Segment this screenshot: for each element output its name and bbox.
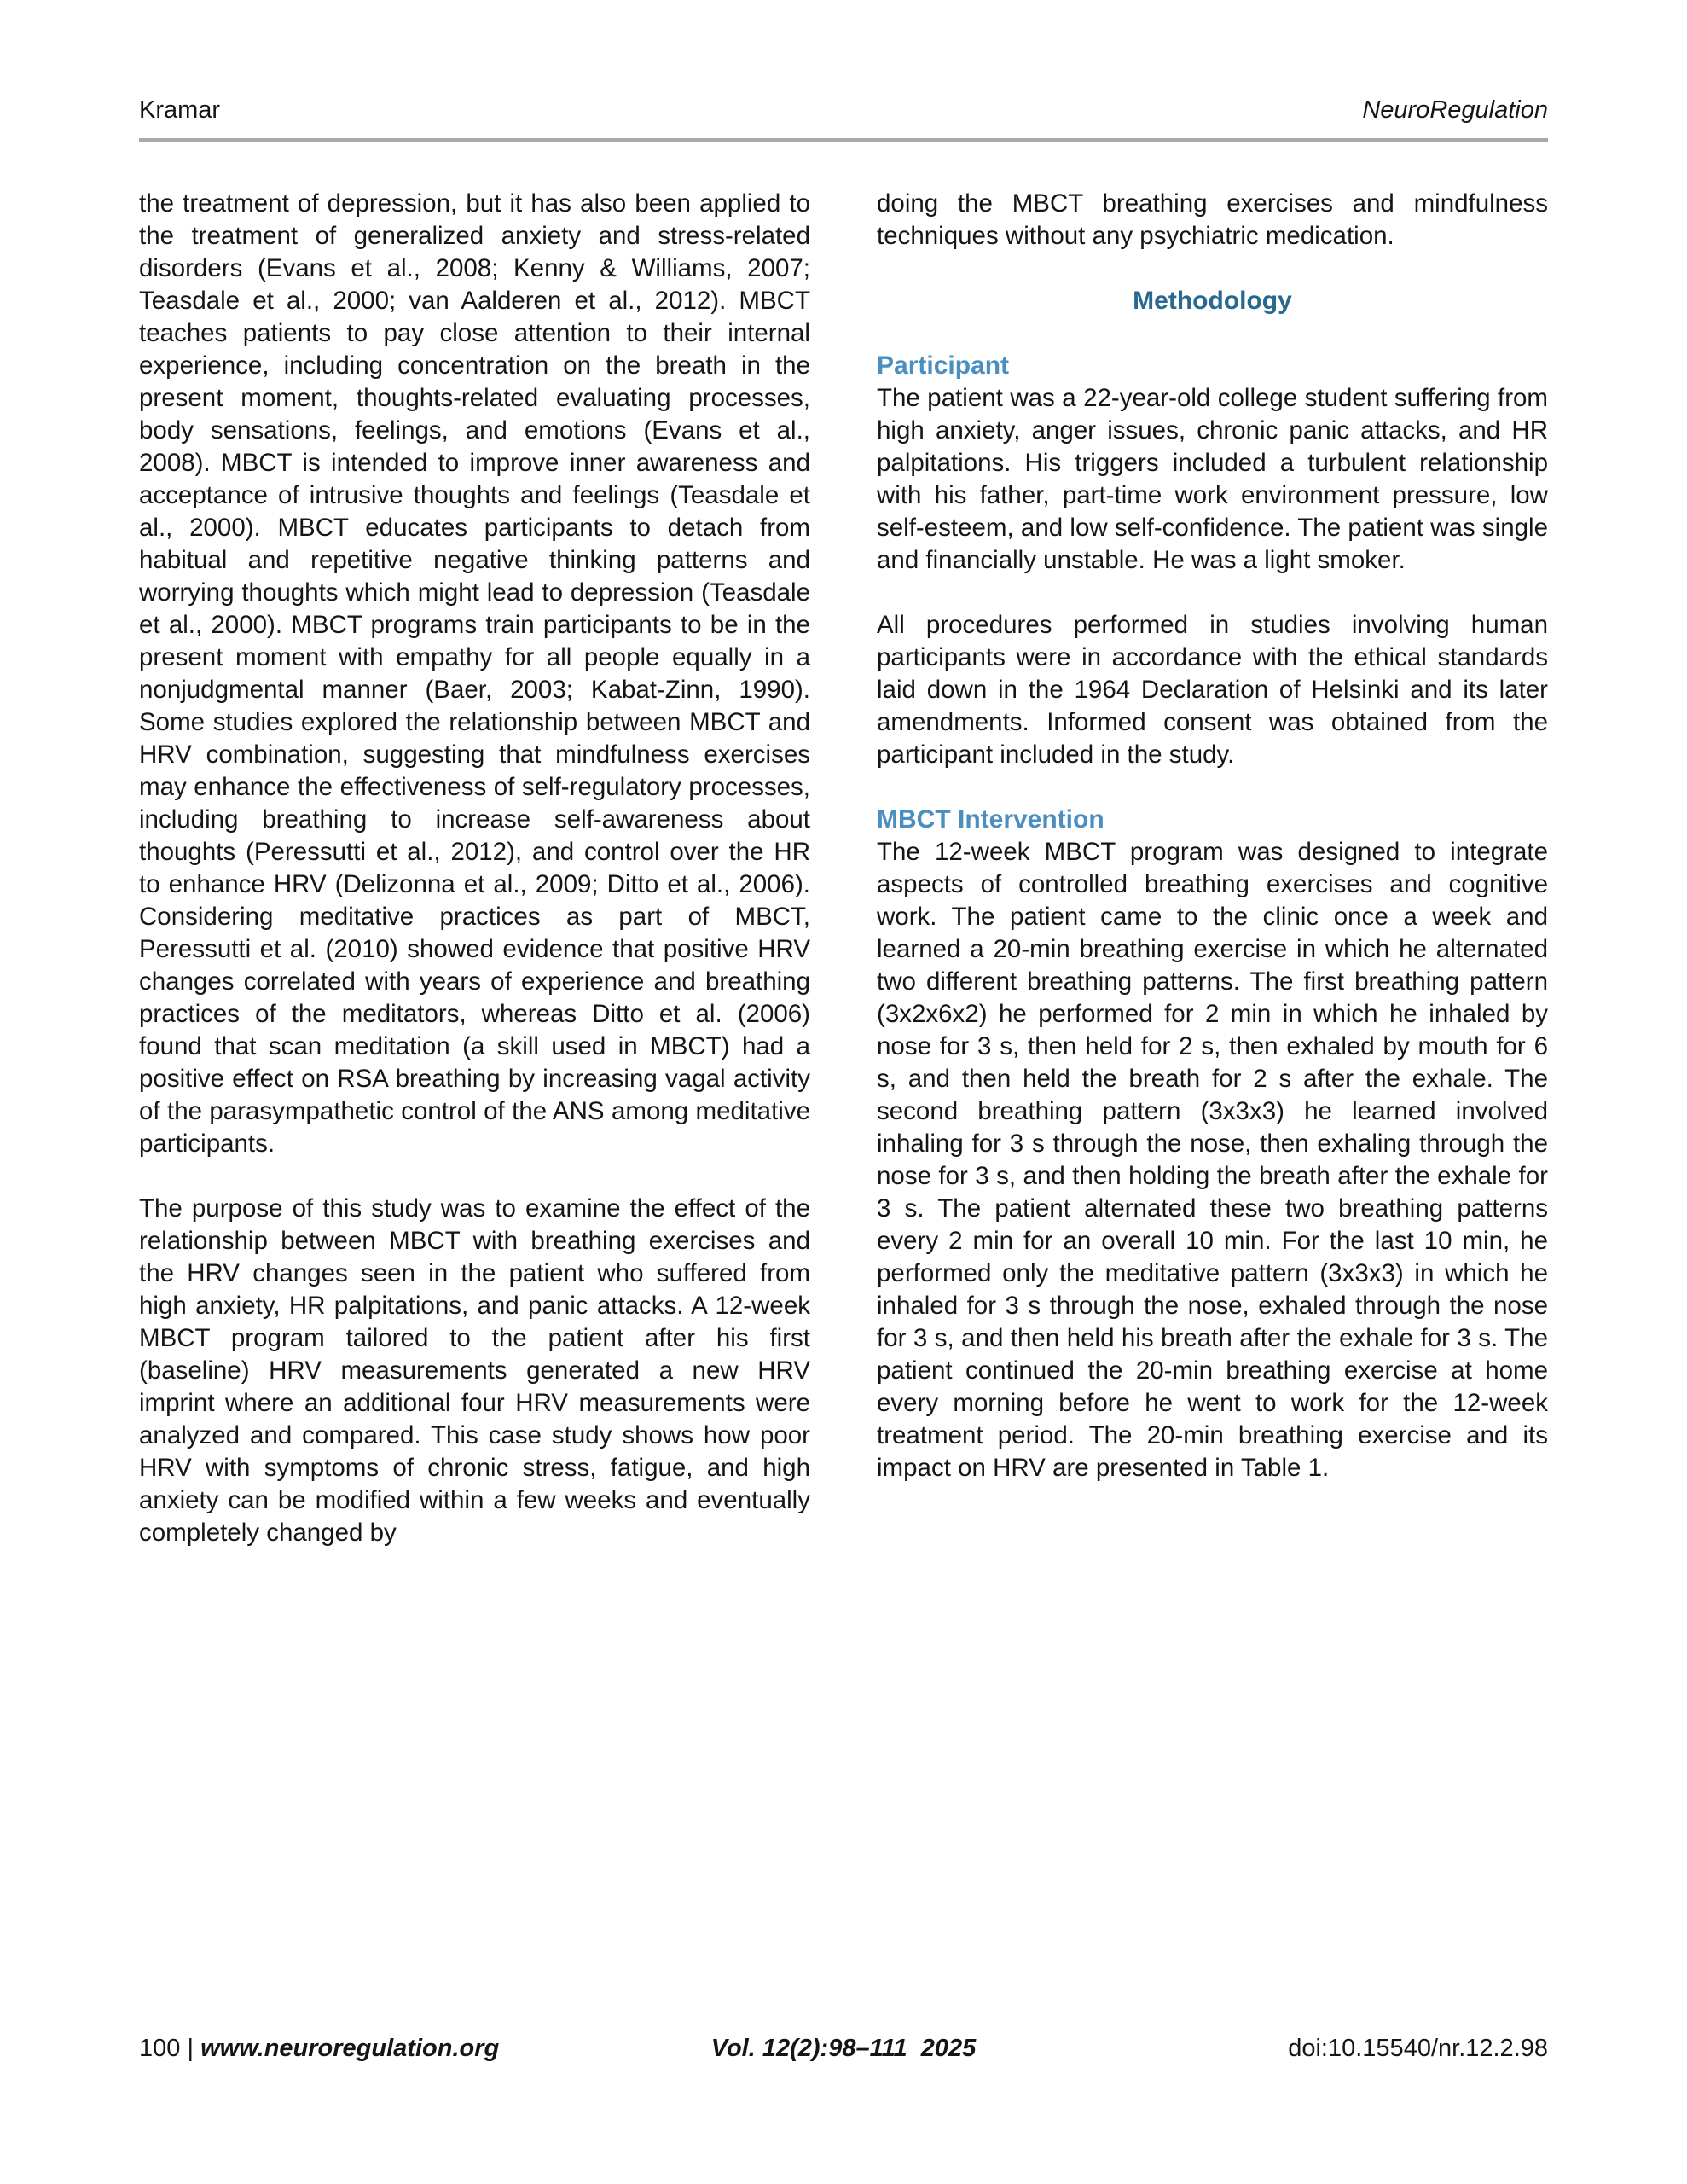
footer-separator: |: [187, 2035, 194, 2062]
page-footer: [139, 2033, 1548, 2064]
body-paragraph: doing the MBCT breathing exercises and mindfulness techniques without any psychiatric medication.: [877, 189, 1548, 250]
page-header: [139, 96, 1548, 125]
body-paragraph: The 12-week MBCT program was designed to integrate aspects of controlled breathing exercises and cognitive work. The patient came to the clinic once a week and learned a 20-min breathing exercise in which he alternated two different breathing patterns. The first breathing pattern (3x2x6x2) he performed for 2 min in which he inhaled by nose for 3 s, then held for 2 s, then exhaled by mouth for 6 s, and then held the breath for 2 s after the exhale. The second breathing pattern (3x3x3) he learned involved inhaling for 3 s through the nose, then exhaling through the nose for 3 s, and then holding the breath after the exhale for 3 s. The patient alternated these two breathing patterns every 2 min for an overall 10 min. For the last 10 min, he performed only the meditative pattern (3x3x3) in which he inhaled for 3 s through the nose, exhaled through the nose for 3 s, and then held his breath after the exhale for 3 s. The patient continued the 20-min breathing exercise at home every morning before he went to work for the 12-week treatment period. The 20-min breathing exercise and its impact on HRV are presented in Table 1.: [877, 838, 1548, 1482]
section-heading-methodology: Methodology: [1133, 287, 1292, 315]
body-paragraph: The purpose of this study was to examine the effect of the relationship between MBCT with breathing exercises and the HRV changes seen in the patient who suffered from high anxiety, HR palpitations, and panic attacks. A 12-week MBCT program tailored to the patient after his first (baseline) HRV measurements generated a new HRV imprint where an additional four HRV measurements were analyzed and compared. This case study shows how poor HRV with symptoms of chronic stress, fatigue, and high anxiety can be modified within a few weeks and eventually completely changed by: [139, 1194, 810, 1547]
header-rule: [139, 138, 1548, 142]
body-paragraph: the treatment of depression, but it has also been applied to the treatment of generalized anxiety and stress-related disorders (Evans et al., 2008; Kenny & Williams, 2007; Teasdale et al., 2000; van Aalderen et al., 2012). MBCT teaches patients to pay close attention to their internal experience, including concentration on the breath in the present moment, thoughts-related evaluating processes, body sensations, feelings, and emotions (Evans et al., 2008). MBCT is intended to improve inner awareness and acceptance of intrusive thoughts and feelings (Teasdale et al., 2000). MBCT educates participants to detach from habitual and repetitive negative thinking patterns and worrying thoughts which might lead to depression (Teasdale et al., 2000). MBCT programs train participants to be in the present moment with empathy for all people equally in a nonjudgmental manner (Baer, 2003; Kabat-Zinn, 1990). Some studies explored the relationship between MBCT and HRV combination, suggesting that mindfulness exercises may enhance the effectiveness of self-regulatory processes, including breathing to increase self-awareness about thoughts (Peressutti et al., 2012), and control over the HR to enhance HRV (Delizonna et al., 2009; Ditto et al., 2006). Considering meditative practices as part of MBCT, Peressutti et al. (2010) showed evidence that positive HRV changes correlated with years of experience and breathing practices of the meditators, whereas Ditto et al. (2006) found that scan meditation (a skill used in MBCT) had a positive effect on RSA breathing by increasing vagal activity of the parasympathetic control of the ANS among meditative participants.: [139, 189, 810, 1158]
journal-name: NeuroRegulation: [1362, 96, 1548, 124]
subsection-heading-participant: Participant: [877, 351, 1010, 380]
footer-left: [139, 2033, 609, 2064]
left-column: [139, 188, 810, 1549]
subsection-heading-mbct-intervention: MBCT Intervention: [877, 805, 1104, 834]
running-head-author: Kramar: [139, 96, 221, 124]
body-paragraph: The patient was a 22-year-old college student suffering from high anxiety, anger issues, chronic panic attacks, and HR palpitations. His triggers included a turbulent relationship with his father, part-time work environment pressure, low self-esteem, and low self-confidence. The patient was single and financially unstable. He was a light smoker.: [877, 384, 1548, 574]
right-column: [877, 188, 1548, 1549]
article-body: [139, 188, 1548, 1549]
footer-doi: doi:10.15540/nr.12.2.98: [1288, 2035, 1549, 2062]
footer-volume-info: Vol. 12(2):98–111 2025: [710, 2035, 977, 2062]
footer-website: www.neuroregulation.org: [200, 2035, 500, 2062]
page-number: 100: [139, 2035, 181, 2062]
body-paragraph: All procedures performed in studies involving human participants were in accordance with the ethical standards laid down in the 1964 Declaration of Helsinki and its later amendments. Informed consent was obtained from the participant included in the study.: [877, 611, 1548, 769]
